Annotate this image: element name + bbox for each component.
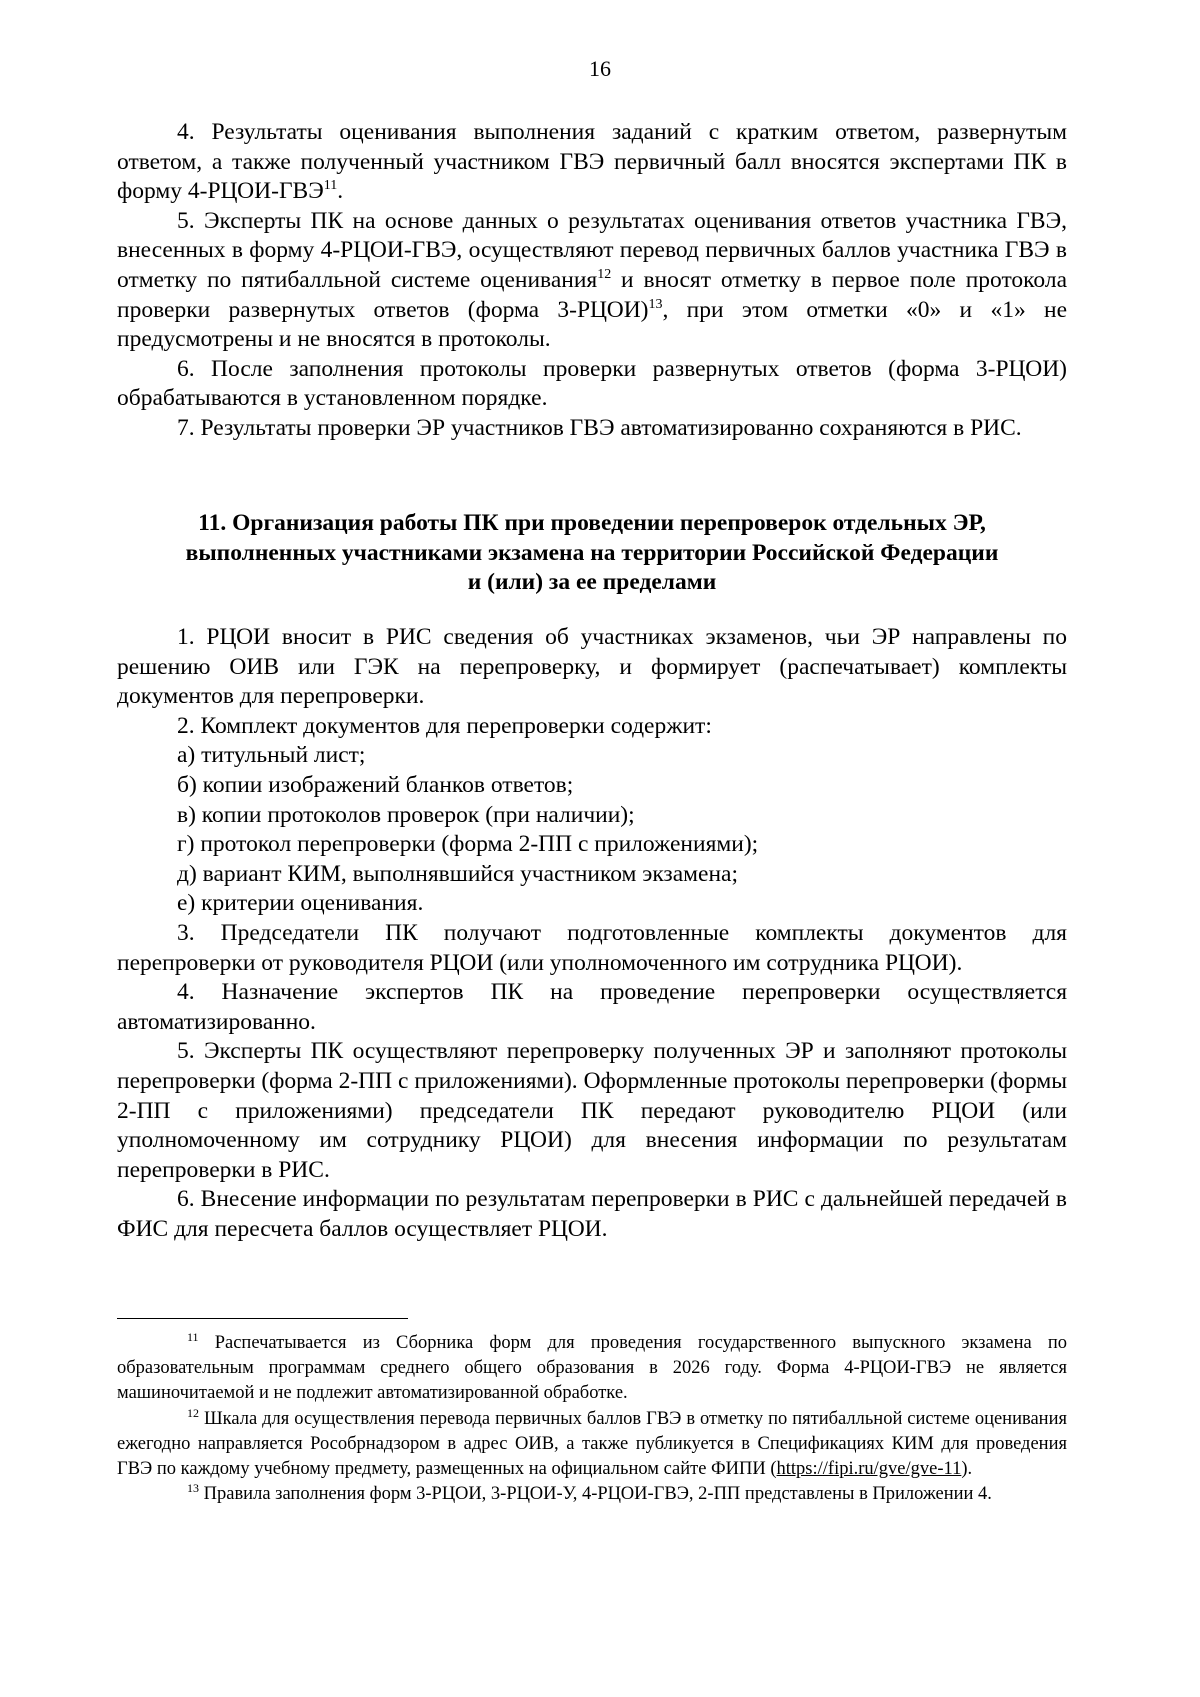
paragraph-5: 5. Эксперты ПК на основе данных о результатах оценивания ответов участника ГВЭ, внесенных в форму 4-РЦОИ-ГВЭ, осуществляют перевод первичных баллов участника ГВЭ в отметку по пятибалльной системе оценивания$^{12}$ и вносят отметку в первое поле протокола проверки развернутых ответов (форма 3-РЦОИ)$^{13}$, при этом отметки «0» и «1» не предусмотрены и не вносятся в протоколы. (117, 207, 1068, 353)
section-paragraph-2: 2. Комплект документов для перепроверки содержит: (177, 712, 712, 739)
section-title-line: выполненных участниками экзамена на территории Российской Федерации (185, 539, 999, 566)
footnote-12: $^{12}$ Шкала для осуществления перевода первичных баллов ГВЭ в отметку по пятибалльной системе оценивания ежегодно направляется Рособрнадзором в адрес ОИВ, а также публикуется в Спецификациях КИМ для проведения ГВЭ по каждому учебному предмету, размещенных на официальном сайте ФИПИ (https://fipi.ru/gve/gve-11). (117, 1405, 1067, 1480)
list-item-g: г) протокол перепроверки (форма 2-ПП с приложениями); (177, 831, 759, 858)
section-paragraph-3: 3. Председатели ПК получают подготовленные комплекты документов для перепроверки от руководителя РЦОИ (или уполномоченного им сотрудника РЦОИ). (117, 919, 1067, 976)
section-paragraph-4: 4. Назначение экспертов ПК на проведение перепроверки осуществляется автоматизированно. (117, 979, 1067, 1035)
footnote-13: $^{13}$ Правила заполнения форм 3-РЦОИ, 3-РЦОИ-У, 4-РЦОИ-ГВЭ, 2-ПП представлены в Приложении 4. (187, 1481, 992, 1505)
paragraph-6: 6. После заполнения протоколы проверки развернутых ответов (форма 3-РЦОИ) обрабатываются в установленном порядке. (117, 355, 1067, 412)
footnote-mark: 13 (187, 1481, 199, 1496)
footnote-ref-11[interactable]: 11 (323, 178, 338, 194)
paragraph-7: 7. Результаты проверки ЭР участников ГВЭ автоматизированно сохраняются в РИС. (177, 414, 1022, 441)
section-title-line: 11. Организация работы ПК при проведении перепроверок отдельных ЭР, (198, 510, 986, 536)
page-number: 16 (589, 56, 611, 81)
list-item-b: б) копии изображений бланков ответов; (177, 771, 574, 798)
footnote-11: $^{11}$ Распечатывается из Сборника форм для проведения государственного выпускного экзамена по образовательным программам среднего общего образования в 2026 году. Форма 4-РЦОИ-ГВЭ не является машиночитаемой и не подлежит автоматизированной обработке. (117, 1330, 1067, 1404)
list-item-a: а) титульный лист; (177, 742, 366, 769)
section-title (117, 509, 1067, 598)
list-item-v: в) копии протоколов проверок (при наличии); (177, 801, 635, 828)
footnote-mark: 12 (187, 1405, 199, 1420)
section-body (117, 623, 1067, 1244)
footnote-separator (117, 1318, 408, 1319)
footnote-mark: 11 (187, 1330, 199, 1344)
intro-paragraphs (117, 118, 1067, 444)
footnote-ref-12[interactable]: 12 (597, 266, 612, 282)
footnotes (117, 1331, 1067, 1507)
list-item-e: е) критерии оценивания. (177, 890, 424, 917)
section-title-line: и (или) за ее пределами (467, 569, 717, 595)
section-paragraph-6: 6. Внесение информации по результатам перепроверки в РИС с дальнейшей передачей в ФИС для пересчета баллов осуществляет РЦОИ. (117, 1186, 1067, 1242)
section-paragraph-1: 1. РЦОИ вносит в РИС сведения об участниках экзаменов, чьи ЭР направлены по решению ОИВ или ГЭК на перепроверку, и формирует (распечатывает) комплекты документов для перепроверки. (117, 624, 1067, 710)
list-item-d: д) вариант КИМ, выполнявшийся участником экзамена; (177, 860, 738, 887)
section-paragraph-5: 5. Эксперты ПК осуществляют перепроверку полученных ЭР и заполняют протоколы перепроверки (форма 2-ПП с приложениями). Оформленные протоколы перепроверки (формы 2-ПП с приложениями) председатели ПК передают руководителю РЦОИ (или уполномоченному им сотруднику РЦОИ) для внесения информации по результатам перепроверки в РИС. (117, 1038, 1067, 1183)
fipi-link[interactable]: https://fipi.ru/gve/gve-11 (776, 1459, 962, 1480)
footnote-ref-13[interactable]: 13 (648, 296, 663, 312)
paragraph-4: 4. Результаты оценивания выполнения заданий с кратким ответом, развернутым ответом, а также полученный участником ГВЭ первичный балл вносятся экспертами ПК в форму 4-РЦОИ-ГВЭ$^{11}$. (117, 119, 1067, 205)
